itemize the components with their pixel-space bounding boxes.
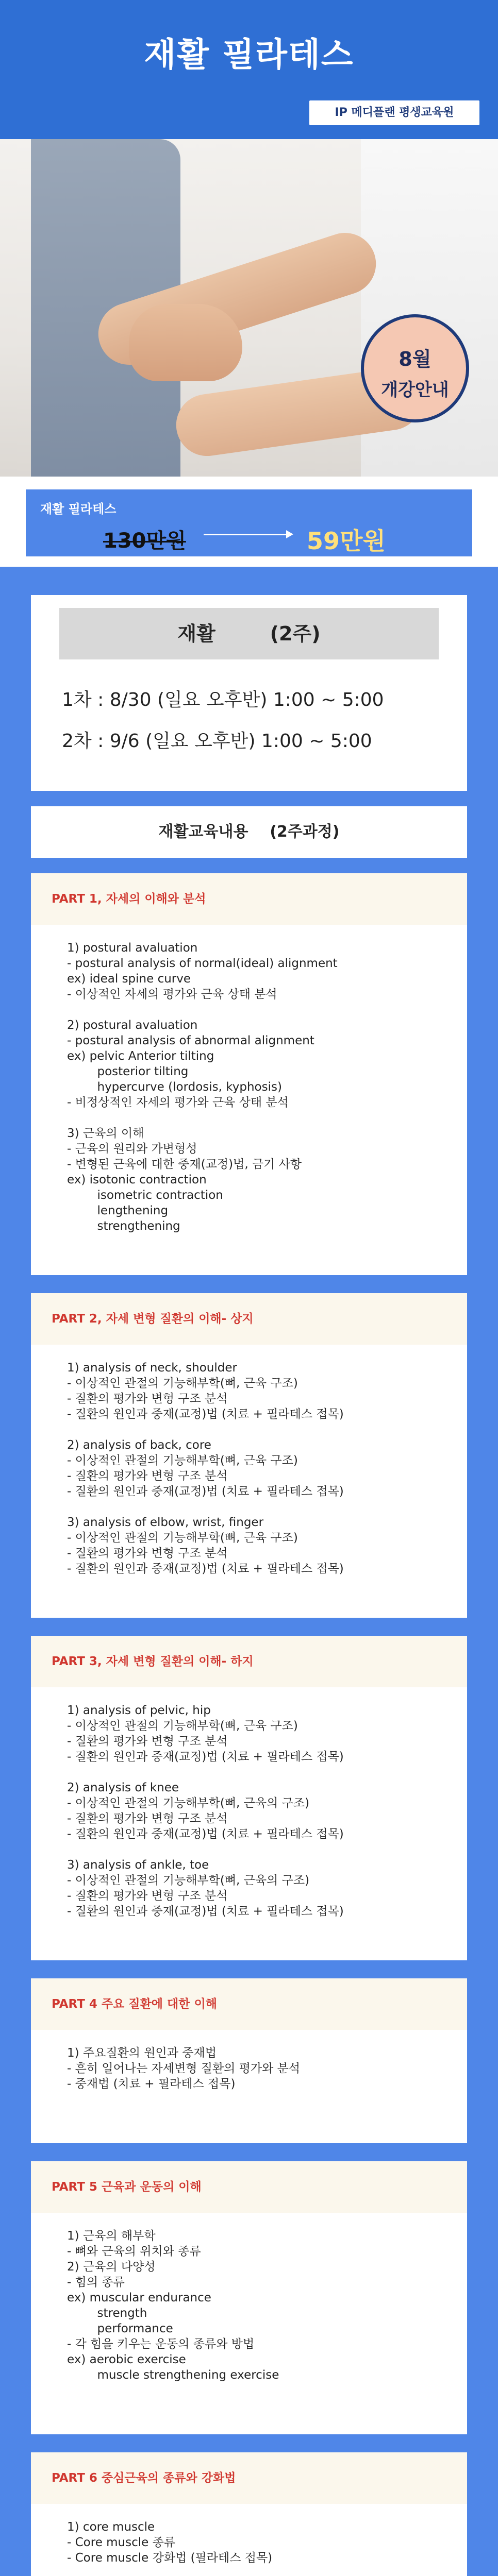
- part-line: [67, 1842, 449, 1857]
- education-title-card: [31, 806, 467, 858]
- part-line: - 이상적인 관절의 기능해부학(뼈, 근육의 구조): [67, 1797, 310, 1810]
- part-card-1: [31, 873, 467, 1275]
- part-line: - 비정상적인 자세의 평가와 근육 상태 분석: [67, 1096, 289, 1109]
- opening-badge: [361, 314, 469, 422]
- part-line: 3) 근육의 이해: [67, 1127, 144, 1140]
- part-line: [67, 1422, 449, 1437]
- part-line: [67, 1765, 449, 1780]
- part-line: 2) analysis of knee: [67, 1781, 179, 1794]
- hero-photo-hand: [129, 304, 242, 381]
- part-line: - 이상적인 관절의 기능해부학(뼈, 근육의 구조): [67, 1874, 310, 1887]
- part-line: strength: [67, 2307, 147, 2320]
- part-line: - 질환의 원인과 중재(교정)법 (치료 + 필라테스 접목): [67, 1750, 344, 1764]
- part-line: - 힘의 종류: [67, 2276, 125, 2289]
- part-card-6: [31, 2452, 467, 2576]
- part-line: - 중재법 (치료 + 필라테스 접목): [67, 2077, 236, 2091]
- hero-photo: [0, 139, 498, 477]
- price-label: 재활 필라테스: [40, 502, 117, 516]
- part-line: ex) aerobic exercise: [67, 2353, 186, 2366]
- education-title: 재활교육내용 (2주과정): [158, 823, 340, 841]
- opening-badge-label: 개강안내: [381, 380, 449, 400]
- part-line: - 흔히 일어나는 자세변형 질환의 평가와 분석: [67, 2062, 301, 2075]
- arrow-right-icon: [204, 534, 291, 535]
- schedule-title: 재활 (2주): [59, 608, 439, 659]
- part-line: - 질환의 평가와 변형 구조 분석: [67, 1812, 228, 1825]
- price-discounted: 59만원: [307, 527, 386, 555]
- part-line: - 질환의 평가와 변형 구조 분석: [67, 1735, 228, 1748]
- part-line: 3) analysis of elbow, wrist, finger: [67, 1516, 264, 1529]
- part-card-2: [31, 1293, 467, 1618]
- part-line: - 질환의 평가와 변형 구조 분석: [67, 1469, 228, 1483]
- schedule-card: [31, 595, 467, 791]
- part-body: [67, 2228, 449, 2383]
- part-line: ex) ideal spine curve: [67, 972, 191, 986]
- part-title: PART 4 주요 질환에 대한 이해: [31, 1978, 467, 2030]
- part-line: ex) muscular endurance: [67, 2291, 211, 2304]
- part-line: [67, 1499, 449, 1515]
- part-line: - 이상적인 관절의 기능해부학(뼈, 근육 구조): [67, 1719, 298, 1733]
- part-line: - postural analysis of abnormal alignment: [67, 1034, 314, 1047]
- part-line: 2) 근육의 다양성: [67, 2260, 156, 2274]
- opening-badge-month: 8월: [399, 348, 431, 370]
- part-line: - 질환의 평가와 변형 구조 분석: [67, 1889, 228, 1903]
- part-line: isometric contraction: [67, 1189, 223, 1202]
- part-line: 1) analysis of neck, shoulder: [67, 1361, 237, 1375]
- part-line: - 각 힘을 키우는 운동의 종류와 방법: [67, 2337, 255, 2351]
- part-title: PART 1, 자세의 이해와 분석: [31, 873, 467, 925]
- part-card-3: [31, 1636, 467, 1960]
- part-line: posterior tilting: [67, 1065, 189, 1078]
- part-line: [67, 1110, 449, 1126]
- part-title: PART 5 근육과 운동의 이해: [31, 2161, 467, 2213]
- part-line: - postural analysis of normal(ideal) alignment: [67, 957, 338, 970]
- part-line: - Core muscle 종류: [67, 2536, 176, 2549]
- part-line: [67, 1002, 449, 1018]
- part-line: - 이상적인 자세의 평가와 근육 상태 분석: [67, 988, 277, 1001]
- hero-banner: [0, 0, 498, 477]
- part-line: strengthening: [67, 1219, 180, 1233]
- hero-org-label: IP 메디플랜 평생교육원: [309, 100, 479, 125]
- part-card-4: [31, 1978, 467, 2143]
- part-line: 1) core muscle: [67, 2520, 155, 2534]
- part-line: muscle strengthening exercise: [67, 2368, 279, 2382]
- part-line: ex) pelvic Anterior tilting: [67, 1049, 214, 1063]
- part-line: - 근육의 원리와 가변형성: [67, 1142, 197, 1156]
- part-line: - 질환의 원인과 중재(교정)법 (치료 + 필라테스 접목): [67, 1827, 344, 1841]
- part-card-5: [31, 2161, 467, 2434]
- price-section: [0, 477, 498, 567]
- part-line: 1) 근육의 해부학: [67, 2229, 156, 2243]
- part-body: [67, 1360, 449, 1577]
- part-line: - 이상적인 관절의 기능해부학(뼈, 근육 구조): [67, 1377, 298, 1390]
- part-line: - 질환의 원인과 중재(교정)법 (치료 + 필라테스 접목): [67, 1905, 344, 1918]
- price-original: 130만원: [103, 529, 186, 553]
- part-line: 2) analysis of back, core: [67, 1438, 211, 1452]
- part-line: 3) analysis of ankle, toe: [67, 1858, 209, 1872]
- part-body: [67, 2045, 449, 2092]
- hero-title: 재활 필라테스: [144, 36, 354, 74]
- part-line: 2) postural avaluation: [67, 1019, 198, 1032]
- part-line: - 이상적인 관절의 기능해부학(뼈, 근육 구조): [67, 1531, 298, 1545]
- part-line: performance: [67, 2322, 173, 2335]
- part-line: 1) postural avaluation: [67, 941, 198, 955]
- part-title: PART 6 중심근육의 종류와 강화법: [31, 2452, 467, 2504]
- schedule-session-2: 2차 : 9/6 (일요 오후반) 1:00 ~ 5:00: [62, 731, 372, 752]
- part-line: 1) analysis of pelvic, hip: [67, 1704, 211, 1717]
- part-title: PART 2, 자세 변형 질환의 이해- 상지: [31, 1293, 467, 1345]
- price-box: [26, 489, 472, 556]
- part-line: lengthening: [67, 1204, 169, 1217]
- part-body: [67, 2519, 449, 2566]
- part-line: - 질환의 평가와 변형 구조 분석: [67, 1392, 228, 1405]
- part-line: ex) isotonic contraction: [67, 1173, 207, 1187]
- part-line: - 질환의 평가와 변형 구조 분석: [67, 1547, 228, 1560]
- part-body: [67, 940, 449, 1234]
- part-line: - 뼈와 근육의 위치와 종류: [67, 2245, 201, 2258]
- part-title: PART 3, 자세 변형 질환의 이해- 하지: [31, 1636, 467, 1687]
- part-line: 1) 주요질환의 원인과 중재법: [67, 2046, 217, 2060]
- schedule-session-1: 1차 : 8/30 (일요 오후반) 1:00 ~ 5:00: [62, 689, 384, 710]
- part-line: - 이상적인 관절의 기능해부학(뼈, 근육 구조): [67, 1454, 298, 1467]
- part-line: - 질환의 원인과 중재(교정)법 (치료 + 필라테스 접목): [67, 1562, 344, 1575]
- part-line: - Core muscle 강화법 (필라테스 접목): [67, 2551, 273, 2565]
- part-body: [67, 1703, 449, 1919]
- part-line: - 변형된 근육에 대한 중재(교정)법, 금기 사항: [67, 1158, 302, 1171]
- curriculum-section: [0, 567, 498, 2576]
- part-line: - 질환의 원인과 중재(교정)법 (치료 + 필라테스 접목): [67, 1485, 344, 1498]
- part-line: hypercurve (lordosis, kyphosis): [67, 1080, 282, 1094]
- part-line: - 질환의 원인과 중재(교정)법 (치료 + 필라테스 접목): [67, 1408, 344, 1421]
